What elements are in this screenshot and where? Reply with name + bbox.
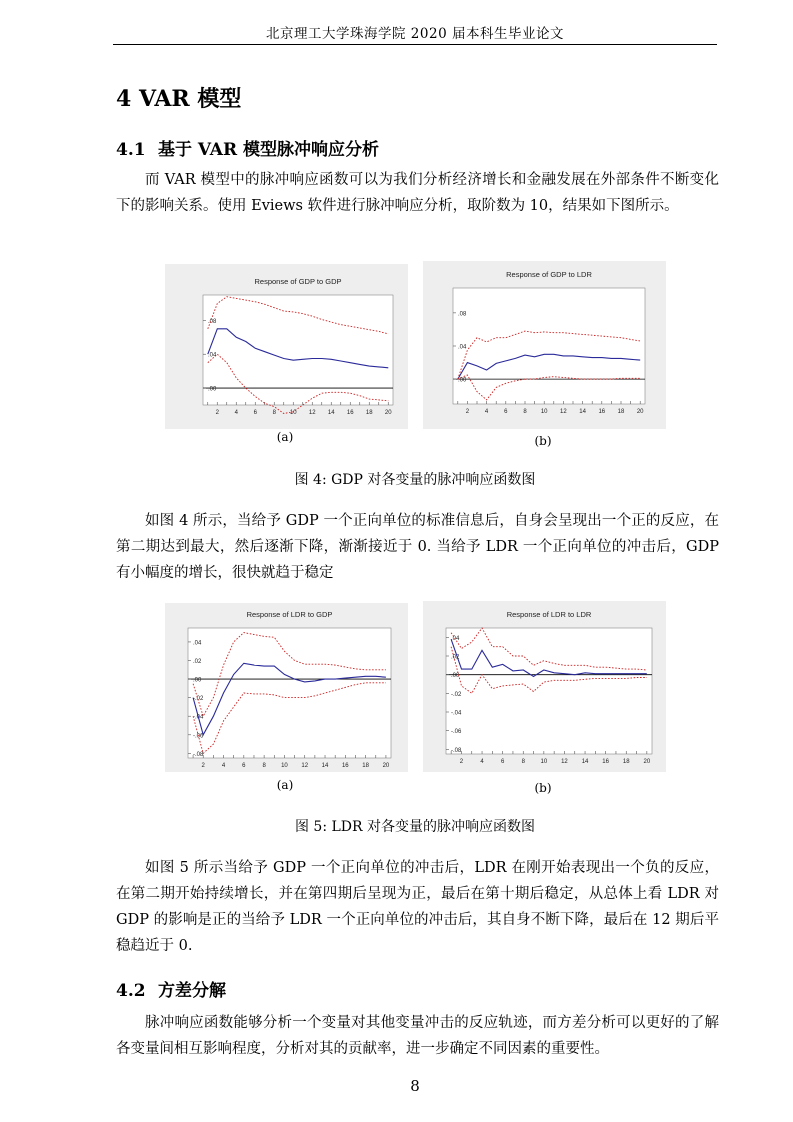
x-tick-label: 8 [523, 409, 527, 415]
x-tick-label: 6 [500, 759, 505, 765]
y-tick-label: .04 [208, 352, 217, 359]
x-tick-label: 8 [272, 410, 276, 416]
x-tick-label: 18 [617, 409, 625, 415]
figure-4-caption: 图 4: GDP 对各变量的脉冲响应函数图 [294, 472, 536, 488]
y-tick-label: -.04 [193, 714, 204, 721]
y-tick-label: -.04 [451, 710, 462, 717]
y-tick-label: .08 [208, 318, 217, 325]
paragraph-4-text: 脉冲响应函数能够分析一个变量对其他变量冲击的反应轨迹，而方差分析可以更好的了解各变量间相互影响程度，分析对其的贡献率，进一步确定不同因素的重要性。 [116, 1015, 719, 1057]
x-tick-label: 2 [201, 763, 205, 769]
section-4-2-heading [116, 976, 226, 1001]
y-tick-label: .00 [193, 677, 202, 684]
x-tick-label: 12 [308, 410, 316, 416]
x-tick-label: 10 [540, 759, 548, 765]
x-tick-label: 16 [341, 763, 349, 769]
x-tick-label: 8 [262, 763, 266, 769]
x-tick-label: 2 [215, 410, 219, 416]
x-tick-label: 4 [480, 759, 484, 765]
figure-4-label-b: (b) [534, 434, 552, 448]
x-tick-label: 20 [382, 763, 390, 769]
chart-title: Response of LDR to LDR [506, 610, 592, 619]
x-tick-label: 20 [643, 759, 651, 765]
y-tick-label: .02 [451, 654, 460, 661]
paragraph-3-text: 如图 5 所示当给予 GDP 一个正向单位的冲击后，LDR 在刚开始表现出一个负的反应，在第二期开始持续增长，并在第四期后呈现为正，最后在第十期后稳定，从总体上看 LDR 对 GDP 的影响是正的当给予 LDR 一个正向单位的冲击后，其自身不断下降，最后在 12 期后平稳趋近于 0. [116, 860, 719, 954]
chart-response-gdp-to-ldr [423, 261, 666, 429]
x-tick-label: 2 [465, 409, 470, 415]
x-tick-label: 12 [561, 759, 568, 765]
chart-response-gdp-to-gdp [165, 264, 408, 429]
y-tick-label: .00 [458, 377, 467, 384]
section-4-title: 4 VAR 模型 [116, 86, 242, 112]
x-tick-label: 6 [253, 410, 257, 416]
x-tick-label: 4 [234, 410, 238, 416]
y-tick-label: .04 [458, 344, 467, 351]
y-tick-label: .00 [208, 386, 217, 393]
figure-5-label-a: (a) [276, 778, 294, 792]
paragraph-2-text: 如图 4 所示，当给予 GDP 一个正向单位的标准信息后，自身会呈现出一个正的反应，在第二期达到最大，然后逐渐下降，渐渐接近于 0. 当给予 LDR 一个正向单位的冲击后，GDP 有小幅度的增长，很快就趋于稳定 [116, 513, 719, 581]
x-tick-label: 18 [365, 410, 373, 416]
x-tick-label: 16 [598, 409, 606, 415]
figure-5-label-b: (b) [534, 781, 552, 795]
y-tick-label: -.02 [193, 696, 204, 703]
y-tick-label: -.08 [451, 747, 462, 754]
y-tick-label: .08 [458, 311, 467, 318]
y-tick-label: .02 [193, 659, 202, 665]
figure-4-label-a: (a) [276, 430, 294, 444]
x-tick-label: 20 [636, 409, 644, 415]
x-tick-label: 14 [321, 763, 329, 769]
section-4-1-number: 4.1 [116, 140, 146, 160]
x-tick-label: 14 [579, 409, 586, 415]
paragraph-1 [116, 167, 719, 219]
x-tick-label: 10 [281, 763, 288, 769]
figure-5-caption: 图 5: LDR 对各变量的脉冲响应函数图 [294, 819, 536, 835]
x-tick-label: 12 [560, 409, 567, 415]
paragraph-2 [116, 508, 719, 586]
section-4-1-title: 基于 VAR 模型脉冲响应分析 [158, 140, 380, 160]
chart-title: Response of LDR to GDP [246, 610, 333, 619]
chart-response-ldr-to-ldr [423, 601, 666, 772]
x-tick-label: 4 [484, 409, 489, 415]
x-tick-label: 10 [540, 409, 548, 415]
y-tick-label: .04 [193, 640, 202, 647]
header-rule [113, 44, 717, 45]
x-tick-label: 12 [301, 763, 309, 769]
paragraph-3 [116, 855, 719, 959]
section-4-2-title: 方差分解 [158, 981, 226, 1001]
chart-title: Response of GDP to GDP [254, 277, 342, 286]
section-4-1-heading [116, 135, 379, 160]
y-tick-label: -.06 [451, 729, 462, 736]
x-tick-label: 14 [327, 410, 335, 416]
x-tick-label: 20 [384, 410, 392, 416]
section-4-2-number: 4.2 [116, 981, 146, 1001]
x-tick-label: 4 [221, 763, 226, 769]
x-tick-label: 14 [581, 759, 589, 765]
x-tick-label: 8 [521, 759, 525, 765]
paragraph-1-text: 而 VAR 模型中的脉冲响应函数可以为我们分析经济增长和金融发展在外部条件不断变化下的影响关系。使用 Eviews 软件进行脉冲响应分析，取阶数为 10，结果如下图所示。 [116, 172, 719, 214]
chart-title: Response of GDP to LDR [506, 270, 592, 279]
x-tick-label: 18 [622, 759, 630, 765]
y-tick-label: -.08 [193, 751, 204, 758]
x-tick-label: 6 [504, 409, 508, 415]
paragraph-4 [116, 1010, 719, 1062]
y-tick-label: .00 [451, 673, 460, 680]
y-tick-label: -.06 [193, 733, 204, 740]
page-header-title: 北京理工大学珠海学院 2020 届本科生毕业论文 [266, 26, 564, 42]
chart-response-ldr-to-gdp [165, 603, 408, 772]
x-tick-label: 10 [289, 410, 297, 416]
x-tick-label: 16 [346, 410, 354, 416]
y-tick-label: .04 [451, 635, 460, 642]
page-number: 8 [410, 1077, 420, 1095]
x-tick-label: 6 [242, 763, 246, 769]
y-tick-label: -.02 [451, 691, 462, 698]
x-tick-label: 2 [459, 759, 464, 765]
x-tick-label: 16 [602, 759, 609, 765]
x-tick-label: 18 [362, 763, 369, 769]
